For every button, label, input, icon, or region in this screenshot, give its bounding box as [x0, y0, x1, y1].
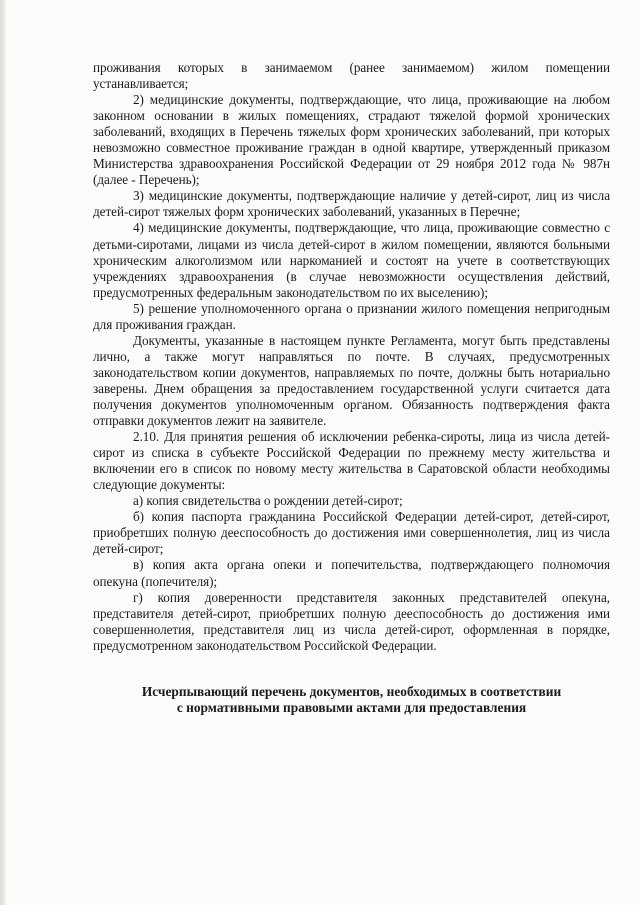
paragraph-item-3: 3) медицинские документы, подтверждающие наличие у детей-сирот, лиц из числа детей-сирот тяжелых форм хронических заболеваний, указанных в Перечне; — [93, 188, 610, 220]
paragraph-continuation: проживания которых в занимаемом (ранее занимаемом) жилом помещении устанавливается; — [93, 60, 610, 92]
paragraph-documents-submission: Документы, указанные в настоящем пункте Регламента, могут быть представлены лично, а также могут направляться по почте. В случаях, предусмотренных законодательством копии документов, направляемых по почте, должны быть нотариально заверены. Днем обращения за предоставлением государственной услуги считается дата получения документов уполномоченным органом. Обязанность подтверждения факта отправки документов лежит на заявителе. — [93, 332, 610, 429]
paragraph-item-4: 4) медицинские документы, подтверждающие, что лица, проживающие совместно с детьми-сиротами, лицами из числа детей-сирот в жилом помещении, являются больными хроническим алкоголизмом или наркоманией и состоят на учете в соответствующих учреждениях здравоохранения (в случае невозможности осуществления действий, предусмотренных федеральным законодательством по их выселению); — [93, 220, 610, 300]
list-item-b: б) копия паспорта гражданина Российской Федерации детей-сирот, детей-сирот, приобретших полную дееспособность до достижения ими совершеннолетия, лиц из числа детей-сирот; — [93, 509, 610, 557]
paragraph-item-2: 2) медицинские документы, подтверждающие, что лица, проживающие на любом законном основании в жилых помещениях, страдают тяжелой формой хронических заболеваний, входящих в Перечень тяжелых форм хронических заболеваний, при которых невозможно совместное проживание граждан в одной квартире, утвержденный приказом Министерства здравоохранения Российской Федерации от 29 ноября 2012 года № 987н (далее - Перечень); — [93, 92, 610, 188]
scan-edge — [0, 0, 6, 905]
list-item-a: а) копия свидетельства о рождении детей-сирот; — [133, 493, 403, 509]
paragraph-2-10: 2.10. Для принятия решения об исключении ребенка-сироты, лица из числа детей-сирот из списка в субъекте Российской Федерации по прежнему месту жительства и включении его в список по новому месту жительства в Саратовской области необходимы следующие документы: — [93, 429, 610, 493]
list-item-g: г) копия доверенности представителя законных представителей опекуна, представителя детей-сирот, приобретших полную дееспособность до достижения ими совершеннолетия, представителя лиц из числа детей-сирот, оформленная в порядке, предусмотренном законодательством Российской Федерации. — [93, 589, 610, 653]
section-heading — [93, 684, 610, 717]
document-body — [93, 60, 610, 654]
section-heading-line-1: Исчерпывающий перечень документов, необходимых в соответствии — [141, 683, 562, 699]
paragraph-item-5: 5) решение уполномоченного органа о признании жилого помещения непригодным для проживания граждан. — [93, 300, 610, 332]
list-item-v: в) копия акта органа опеки и попечительства, подтверждающего полномочия опекуна (попечителя); — [93, 557, 610, 589]
section-heading-line-2: с нормативными правовыми актами для предоставления — [176, 700, 527, 716]
